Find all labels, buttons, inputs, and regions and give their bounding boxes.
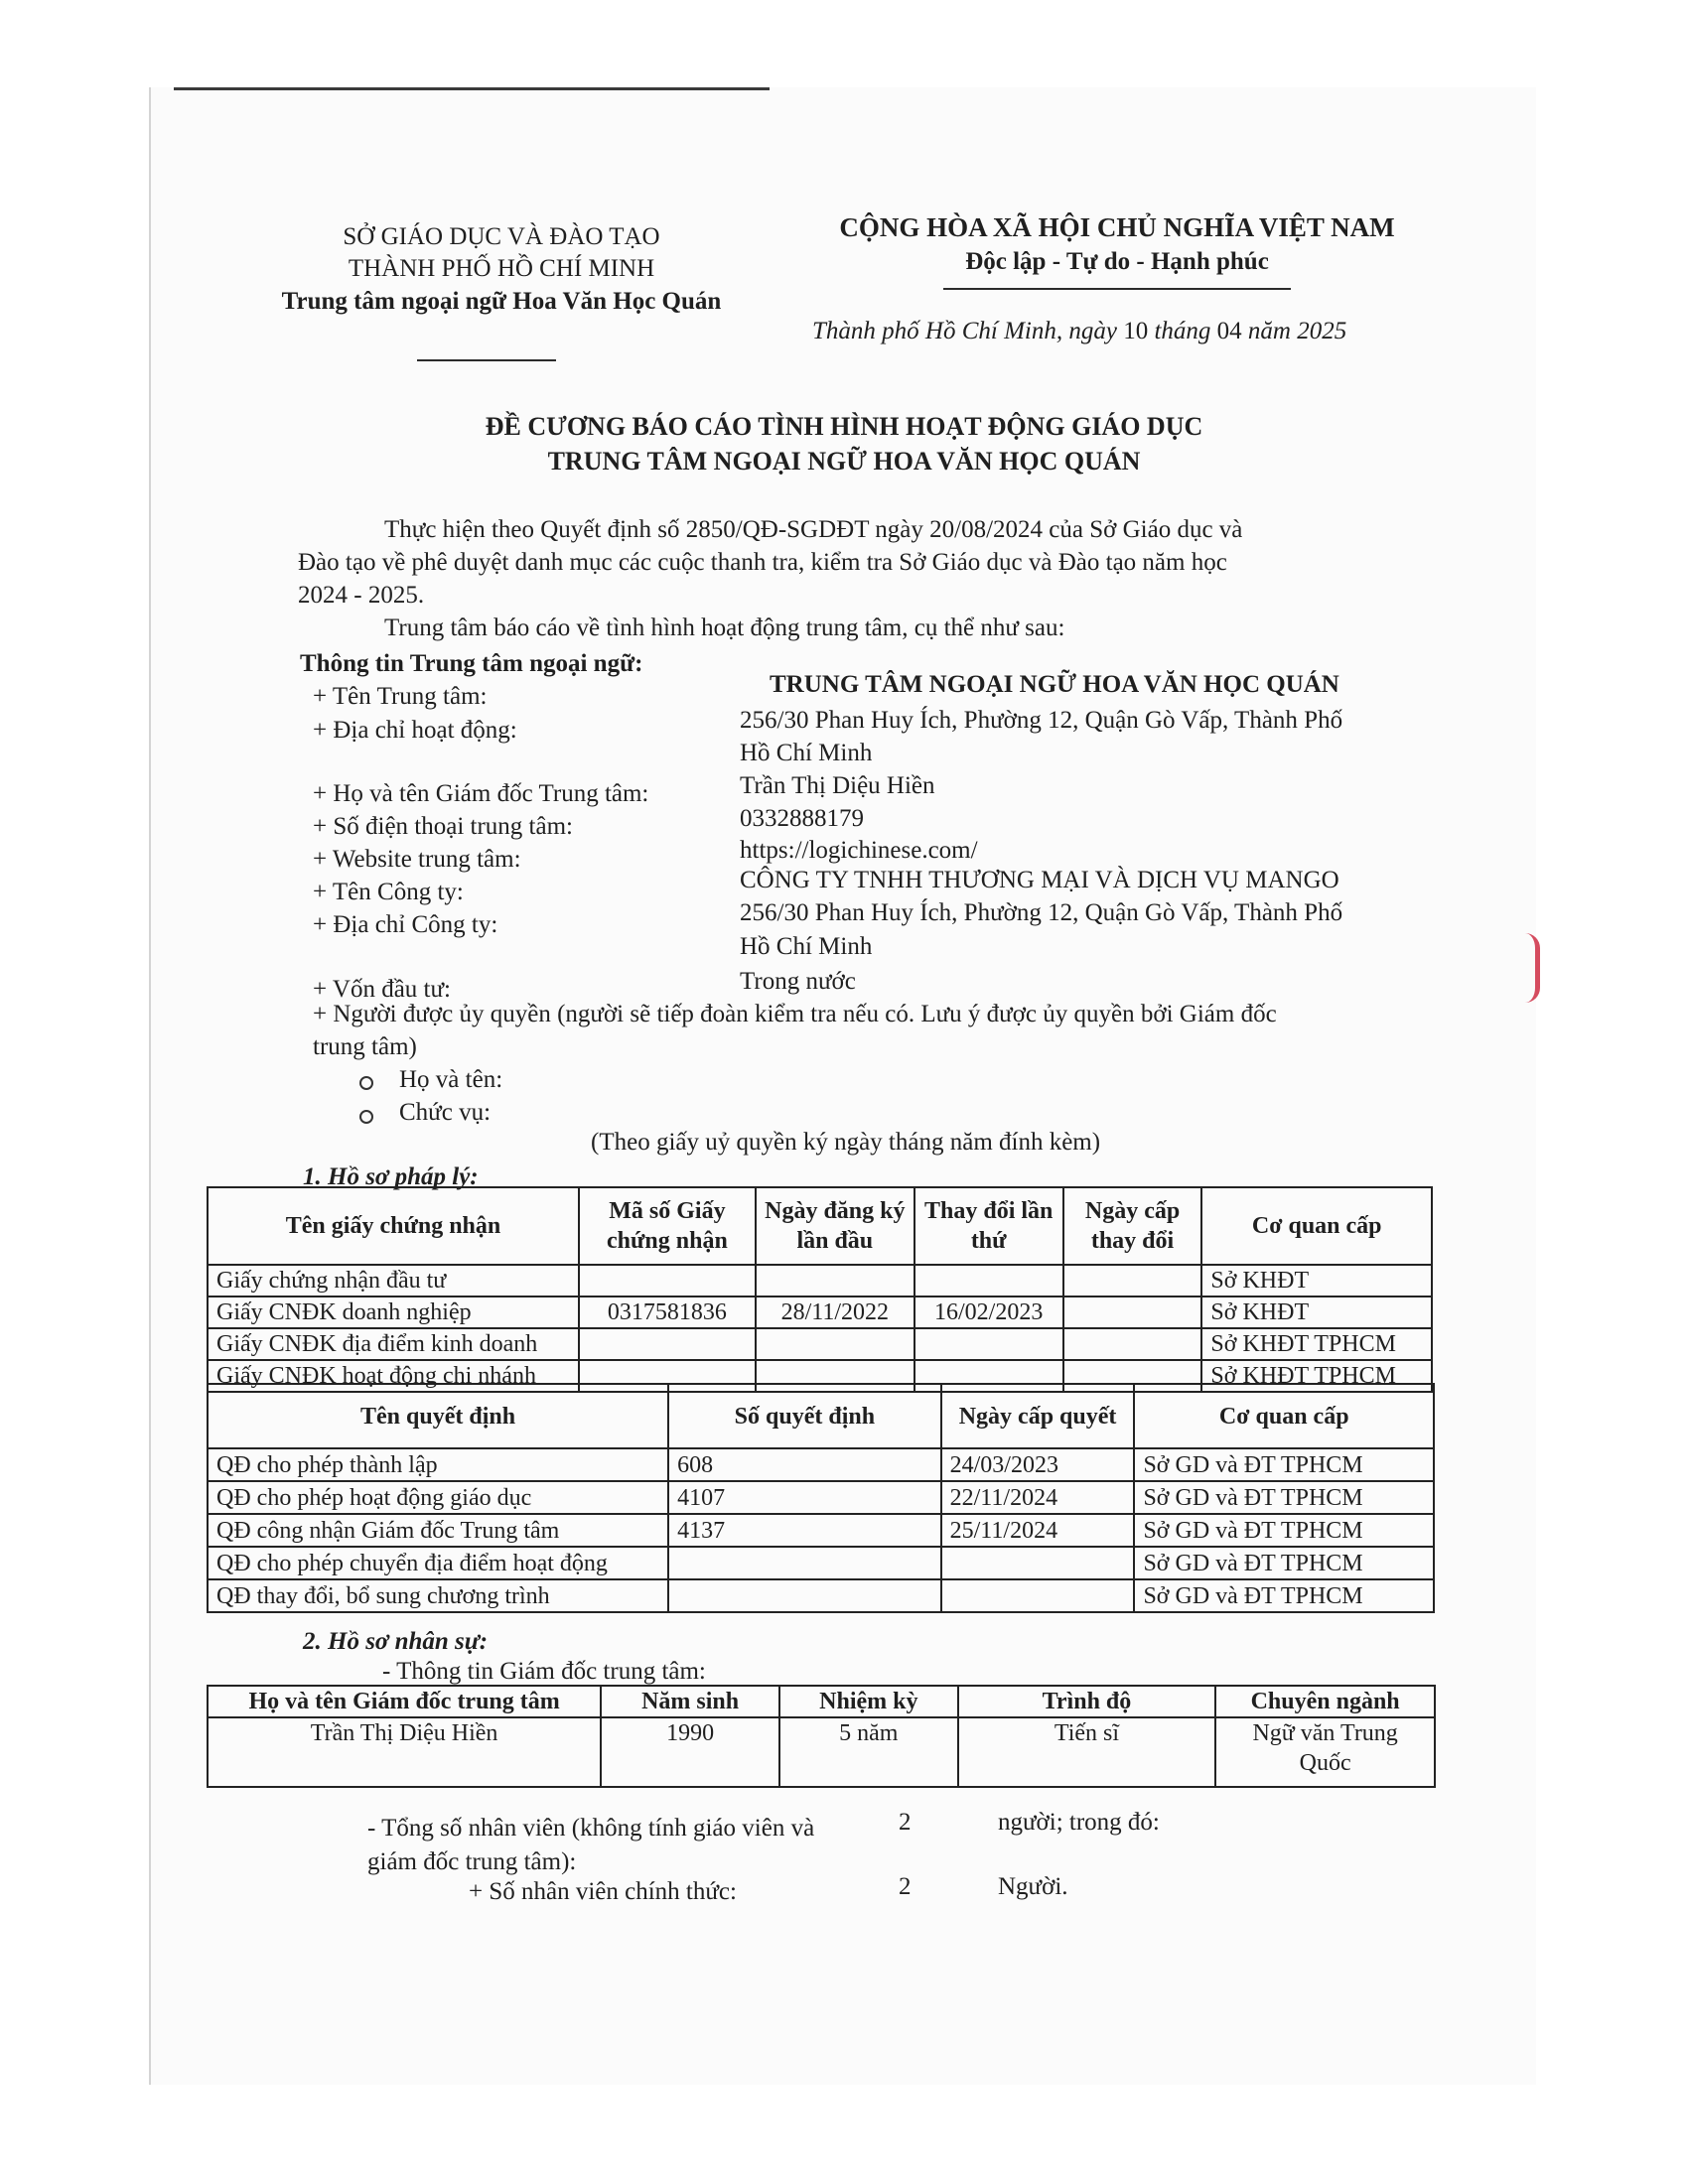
authorized-l2: trung tâm) bbox=[313, 1033, 417, 1060]
header-left-rule bbox=[417, 359, 556, 361]
table-row bbox=[208, 1579, 1434, 1612]
table-header-cell: Chuyên ngành bbox=[1215, 1686, 1435, 1717]
center-name-label: + Tên Trung tâm: bbox=[313, 683, 488, 710]
table-cell: Giấy CNĐK địa điểm kinh doanh bbox=[208, 1328, 579, 1360]
center-line: Trung tâm ngoại ngữ Hoa Văn Học Quán bbox=[281, 288, 722, 315]
director-info-label: - Thông tin Giám đốc trung tâm: bbox=[382, 1658, 706, 1685]
table-cell: Sở GD và ĐT TPHCM bbox=[1134, 1579, 1434, 1612]
table-cell: Sở GD và ĐT TPHCM bbox=[1134, 1448, 1434, 1481]
staff-total-l2: giám đốc trung tâm): bbox=[367, 1848, 577, 1875]
table-header-row bbox=[208, 1686, 1435, 1717]
table-header-cell: Ngày cấp quyết bbox=[941, 1384, 1135, 1448]
date-prefix: Thành phố Hồ Chí Minh, ngày bbox=[812, 318, 1117, 344]
table-cell: Sở GD và ĐT TPHCM bbox=[1134, 1514, 1434, 1547]
table-cell: 1990 bbox=[601, 1717, 779, 1787]
table-header-cell: Ngày cấp thay đổi bbox=[1063, 1187, 1202, 1265]
table-cell: QĐ cho phép thành lập bbox=[208, 1448, 668, 1481]
table-row bbox=[208, 1448, 1434, 1481]
director-value: Trần Thị Diệu Hiền bbox=[740, 772, 935, 799]
info-heading: Thông tin Trung tâm ngoại ngữ: bbox=[300, 650, 643, 677]
table-cell: QĐ cho phép chuyển địa điểm hoạt động bbox=[208, 1547, 668, 1579]
company-address-l2: Hồ Chí Minh bbox=[740, 933, 873, 960]
doc-title-line1: ĐỀ CƯƠNG BÁO CÁO TÌNH HÌNH HOẠT ĐỘNG GIÁO DỤC bbox=[485, 412, 1203, 441]
capital-value: Trong nước bbox=[740, 968, 856, 995]
intro-para1-line2: Đào tạo về phê duyệt danh mục các cuộc thanh tra, kiểm tra Sở Giáo dục và Đào tạo năm học bbox=[298, 549, 1227, 576]
company-label: + Tên Công ty: bbox=[313, 879, 464, 905]
staff-official-value: 2 bbox=[899, 1873, 912, 1900]
table-row bbox=[208, 1481, 1434, 1514]
company-value: CÔNG TY TNHH THƯƠNG MẠI VÀ DỊCH VỤ MANGO bbox=[740, 867, 1339, 893]
table-row bbox=[208, 1297, 1432, 1328]
address-value-l1: 256/30 Phan Huy Ích, Phường 12, Quận Gò Vấp, Thành Phố bbox=[740, 707, 1343, 734]
red-ink-mark bbox=[1525, 933, 1540, 1003]
date-line bbox=[812, 318, 1346, 345]
staff-official-unit: Người. bbox=[998, 1873, 1068, 1900]
table-header-cell: Năm sinh bbox=[601, 1686, 779, 1717]
capital-label: + Vốn đầu tư: bbox=[313, 976, 451, 1003]
table-header-cell: Tên giấy chứng nhận bbox=[208, 1187, 579, 1265]
table-header-cell: Cơ quan cấp bbox=[1134, 1384, 1434, 1448]
republic-line: CỘNG HÒA XÃ HỘI CHỦ NGHĨA VIỆT NAM bbox=[839, 212, 1395, 242]
table-cell: 608 bbox=[668, 1448, 941, 1481]
sub-name-label: Họ và tên: bbox=[399, 1066, 503, 1093]
table-cell: QĐ cho phép hoạt động giáo dục bbox=[208, 1481, 668, 1514]
motto-line: Độc lập - Tự do - Hạnh phúc bbox=[965, 248, 1269, 275]
table-cell bbox=[914, 1265, 1063, 1297]
section2-heading: 2. Hồ sơ nhân sự: bbox=[303, 1628, 489, 1655]
table-header-cell: Số quyết định bbox=[668, 1384, 941, 1448]
table-header-row bbox=[208, 1187, 1432, 1265]
table-row bbox=[208, 1265, 1432, 1297]
date-day: 10 bbox=[1123, 318, 1149, 344]
table-cell: 22/11/2024 bbox=[941, 1481, 1135, 1514]
director-table bbox=[207, 1685, 1436, 1788]
table-cell bbox=[1063, 1328, 1202, 1360]
table-cell bbox=[941, 1547, 1135, 1579]
table-cell bbox=[668, 1547, 941, 1579]
bullet-icon bbox=[359, 1076, 373, 1090]
table-cell: 5 năm bbox=[779, 1717, 958, 1787]
website-label: + Website trung tâm: bbox=[313, 846, 521, 873]
bullet-icon bbox=[359, 1110, 373, 1124]
table-cell: Giấy CNĐK hoạt động chi nhánh bbox=[208, 1360, 579, 1392]
table-cell: Sở KHĐT TPHCM bbox=[1201, 1328, 1432, 1360]
table-cell: QĐ thay đổi, bổ sung chương trình bbox=[208, 1579, 668, 1612]
section1-heading: 1. Hồ sơ pháp lý: bbox=[303, 1163, 479, 1190]
table-cell bbox=[668, 1579, 941, 1612]
table-cell: 24/03/2023 bbox=[941, 1448, 1135, 1481]
table-header-cell: Thay đổi lần thứ bbox=[914, 1187, 1063, 1265]
table-cell: 25/11/2024 bbox=[941, 1514, 1135, 1547]
staff-total-unit: người; trong đó: bbox=[998, 1809, 1160, 1836]
table-cell: Sở KHĐT bbox=[1201, 1297, 1432, 1328]
staff-total-value: 2 bbox=[899, 1809, 912, 1836]
table-row bbox=[208, 1717, 1435, 1787]
attachment-note: (Theo giấy uỷ quyền ký ngày tháng năm đính kèm) bbox=[591, 1129, 1101, 1156]
table-header-cell: Ngày đăng ký lần đầu bbox=[756, 1187, 914, 1265]
table-cell: Ngữ văn Trung Quốc bbox=[1215, 1717, 1435, 1787]
date-month-label: tháng bbox=[1154, 318, 1211, 344]
director-label: + Họ và tên Giám đốc Trung tâm: bbox=[313, 780, 649, 807]
ministry-line: SỞ GIÁO DỤC VÀ ĐÀO TẠO bbox=[343, 223, 660, 250]
company-address-label: + Địa chỉ Công ty: bbox=[313, 911, 498, 938]
city-line: THÀNH PHỐ HỒ CHÍ MINH bbox=[348, 255, 655, 282]
table-cell bbox=[756, 1265, 914, 1297]
decisions-table bbox=[207, 1383, 1435, 1613]
table-header-cell: Cơ quan cấp bbox=[1201, 1187, 1432, 1265]
table-header-row bbox=[208, 1384, 1434, 1448]
date-month: 04 bbox=[1216, 318, 1242, 344]
scan-edge-line bbox=[174, 87, 770, 90]
phone-value: 0332888179 bbox=[740, 805, 864, 832]
table-cell: Sở KHĐT bbox=[1201, 1265, 1432, 1297]
table-row bbox=[208, 1514, 1434, 1547]
center-name-value: TRUNG TÂM NGOẠI NGỮ HOA VĂN HỌC QUÁN bbox=[770, 671, 1339, 698]
address-label: + Địa chỉ hoạt động: bbox=[313, 717, 517, 744]
table-cell bbox=[1063, 1297, 1202, 1328]
table-header-cell: Mã số Giấy chứng nhận bbox=[579, 1187, 756, 1265]
table-header-cell: Tên quyết định bbox=[208, 1384, 668, 1448]
intro-para1-line1: Thực hiện theo Quyết định số 2850/QĐ-SGDĐT ngày 20/08/2024 của Sở Giáo dục và bbox=[384, 516, 1243, 543]
staff-total-l1: - Tổng số nhân viên (không tính giáo viên và bbox=[367, 1815, 815, 1842]
intro-para1-line3: 2024 - 2025. bbox=[298, 582, 425, 609]
table-cell bbox=[941, 1579, 1135, 1612]
table-cell: 4107 bbox=[668, 1481, 941, 1514]
table-cell: Tiến sĩ bbox=[958, 1717, 1216, 1787]
staff-official-label: + Số nhân viên chính thức: bbox=[469, 1878, 737, 1905]
table-header-cell: Nhiệm kỳ bbox=[779, 1686, 958, 1717]
table-cell bbox=[579, 1265, 756, 1297]
website-value: https://logichinese.com/ bbox=[740, 837, 978, 864]
sub-position-label: Chức vụ: bbox=[399, 1099, 492, 1126]
table-cell bbox=[914, 1328, 1063, 1360]
table-cell: Sở KHĐT TPHCM bbox=[1201, 1360, 1432, 1392]
table-cell: 4137 bbox=[668, 1514, 941, 1547]
address-value-l2: Hồ Chí Minh bbox=[740, 740, 873, 766]
table-header-cell: Trình độ bbox=[958, 1686, 1216, 1717]
authorized-l1: + Người được ủy quyền (người sẽ tiếp đoàn kiểm tra nếu có. Lưu ý được ủy quyền bởi Giám đốc bbox=[313, 1001, 1277, 1027]
table-cell: Sở GD và ĐT TPHCM bbox=[1134, 1481, 1434, 1514]
intro-para2: Trung tâm báo cáo về tình hình hoạt động trung tâm, cụ thể như sau: bbox=[384, 614, 1065, 641]
table-cell: QĐ công nhận Giám đốc Trung tâm bbox=[208, 1514, 668, 1547]
company-address-l1: 256/30 Phan Huy Ích, Phường 12, Quận Gò Vấp, Thành Phố bbox=[740, 899, 1343, 926]
table-cell bbox=[756, 1328, 914, 1360]
table-cell: Trần Thị Diệu Hiền bbox=[208, 1717, 601, 1787]
doc-title-line2: TRUNG TÂM NGOẠI NGỮ HOA VĂN HỌC QUÁN bbox=[547, 447, 1141, 476]
date-year: năm 2025 bbox=[1247, 318, 1347, 344]
phone-label: + Số điện thoại trung tâm: bbox=[313, 813, 573, 840]
table-cell bbox=[579, 1328, 756, 1360]
table-cell: 28/11/2022 bbox=[756, 1297, 914, 1328]
table-cell: Giấy CNĐK doanh nghiệp bbox=[208, 1297, 579, 1328]
table-cell: 0317581836 bbox=[579, 1297, 756, 1328]
legal-certificates-table bbox=[207, 1186, 1433, 1393]
table-cell: 16/02/2023 bbox=[914, 1297, 1063, 1328]
table-cell bbox=[1063, 1265, 1202, 1297]
header-right-rule bbox=[943, 288, 1291, 290]
table-cell: Giấy chứng nhận đầu tư bbox=[208, 1265, 579, 1297]
table-cell: Sở GD và ĐT TPHCM bbox=[1134, 1547, 1434, 1579]
table-header-cell: Họ và tên Giám đốc trung tâm bbox=[208, 1686, 601, 1717]
table-row bbox=[208, 1328, 1432, 1360]
table-row bbox=[208, 1547, 1434, 1579]
